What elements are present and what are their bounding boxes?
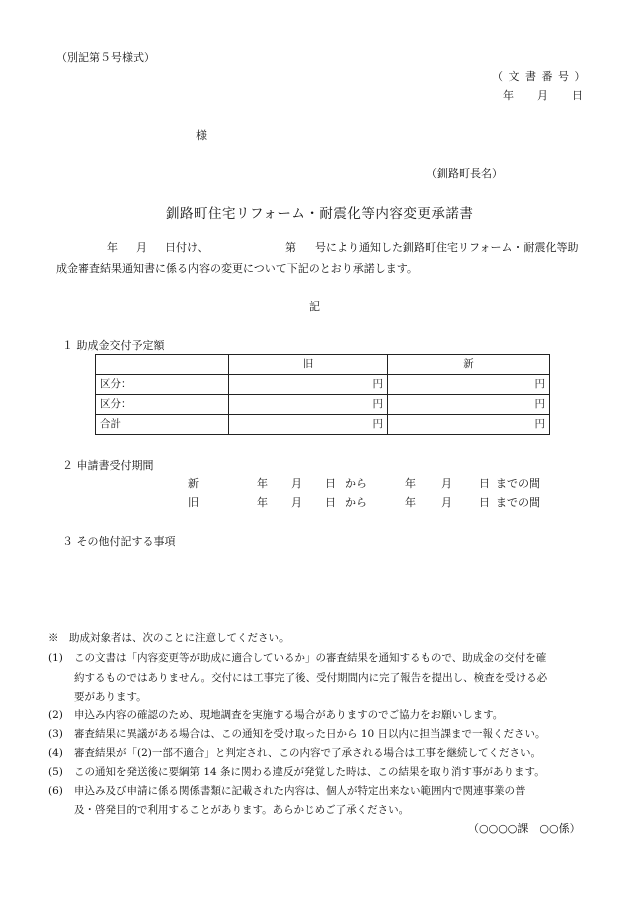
table-row xyxy=(96,395,550,415)
note-number: (1) xyxy=(48,652,63,664)
period-month: 月 xyxy=(291,477,302,490)
note-item xyxy=(48,783,526,798)
document-title: 釧路町住宅リフォーム・耐震化等内容変更承諾書 xyxy=(166,206,474,222)
note-item xyxy=(48,745,541,760)
document-number: （ 文 書 番 号 ） xyxy=(492,70,587,83)
table-header-new: 新 xyxy=(388,355,550,375)
period-from: から xyxy=(345,477,367,490)
grant-table xyxy=(95,354,550,435)
period-year: 年 xyxy=(405,496,416,509)
note-text: 要があります。 xyxy=(74,691,147,703)
period-from: から xyxy=(345,496,367,509)
period-row-old xyxy=(0,496,630,510)
period-row-new xyxy=(0,477,630,491)
period-until: までの間 xyxy=(496,496,540,509)
note-text: この文書は「内容変更等が助成に適合しているか」の審査結果を通知するもので、助成金の交付を確 xyxy=(74,652,547,664)
table-row xyxy=(96,415,550,435)
new-amount: 円 xyxy=(388,375,550,395)
period-year: 年 xyxy=(405,477,416,490)
note-item xyxy=(48,764,545,779)
body-date-suffix: 日付け、 xyxy=(165,241,209,254)
form-id: （別記第５号様式） xyxy=(56,51,155,64)
note-number: (3) xyxy=(48,728,63,740)
old-amount: 円 xyxy=(229,375,388,395)
section3-heading: ３ その他付記する事項 xyxy=(62,535,176,548)
body-month: 月 xyxy=(136,241,147,254)
note-item xyxy=(48,707,503,722)
row-label: 区分： xyxy=(96,395,229,415)
period-label: 旧 xyxy=(188,496,199,509)
note-text: 申込み及び申請に係る関係書類に記載された内容は、個人が特定出来ない範囲内で関連事業の普 xyxy=(74,785,526,797)
notes-intro: ※ 助成対象者は、次のことに注意してください。 xyxy=(48,632,290,644)
table-header-old: 旧 xyxy=(229,355,388,375)
date-year: 年 xyxy=(503,89,514,102)
period-day: 日 xyxy=(479,477,490,490)
section1-heading: １ 助成金交付予定額 xyxy=(62,339,165,352)
note-number: (4) xyxy=(48,747,63,759)
old-amount: 円 xyxy=(229,415,388,435)
period-month: 月 xyxy=(441,477,452,490)
note-number: (6) xyxy=(48,785,63,797)
period-year: 年 xyxy=(257,477,268,490)
department-label: （○○○○課 ○○係） xyxy=(468,822,581,835)
table-row xyxy=(96,375,550,395)
note-text: この通知を発送後に要綱第 14 条に関わる違反が発覚した時は、この結果を取り消す事があります。 xyxy=(74,766,545,778)
note-number: (2) xyxy=(48,709,63,721)
table-header-row xyxy=(96,355,550,375)
note-text: 審査結果に異議がある場合は、この通知を受け取った日から 10 日以内に担当課まで一報ください。 xyxy=(74,728,546,740)
period-year: 年 xyxy=(257,496,268,509)
note-text: 約するものではありません。交付には工事完了後、受付期間内に完了報告を提出し、検査を受ける必 xyxy=(74,672,548,684)
body-dai: 第 xyxy=(285,241,296,254)
date-day: 日 xyxy=(572,89,583,102)
note-text: 申込み内容の確認のため、現地調査を実施する場合がありますのでご協力をお願いします。 xyxy=(74,709,504,721)
body-line-2: 成金審査結果通知書に係る内容の変更について下記のとおり承諾します。 xyxy=(56,262,418,275)
period-day: 日 xyxy=(325,496,336,509)
period-day: 日 xyxy=(479,496,490,509)
table-header-cell xyxy=(96,355,229,375)
new-amount: 円 xyxy=(388,415,550,435)
note-text: 及・啓発目的で利用することがあります。あらかじめご了承ください。 xyxy=(74,804,410,816)
ki-marker: 記 xyxy=(309,300,320,313)
period-month: 月 xyxy=(291,496,302,509)
new-amount: 円 xyxy=(388,395,550,415)
period-label: 新 xyxy=(188,477,199,490)
old-amount: 円 xyxy=(229,395,388,415)
section2-heading: ２ 申請書受付期間 xyxy=(62,459,154,472)
period-until: までの間 xyxy=(496,477,540,490)
note-item xyxy=(48,726,546,741)
note-item xyxy=(48,650,546,665)
body-text: 号により通知した釧路町住宅リフォーム・耐震化等助 xyxy=(315,241,579,254)
note-text: 審査結果が「(2)一部不適合」と判定され、この内容で了承される場合は工事を継続してください。 xyxy=(74,747,542,759)
row-label: 合計 xyxy=(96,415,229,435)
period-month: 月 xyxy=(441,496,452,509)
period-day: 日 xyxy=(325,477,336,490)
issuer-name: （釧路町長名） xyxy=(426,167,503,180)
date-month: 月 xyxy=(537,89,548,102)
row-label: 区分： xyxy=(96,375,229,395)
body-year: 年 xyxy=(107,241,118,254)
addressee-suffix: 様 xyxy=(196,129,207,142)
note-number: (5) xyxy=(48,766,63,778)
